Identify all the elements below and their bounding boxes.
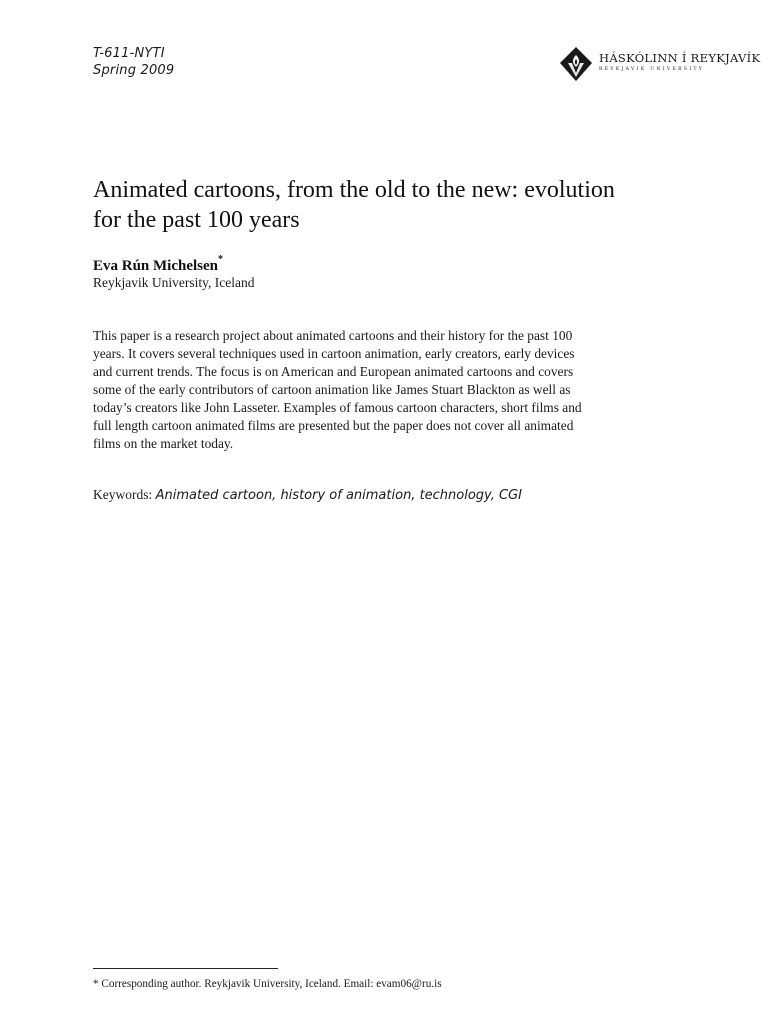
abstract-line: and current trends. The focus is on American and European animated cartoons and covers [93, 364, 574, 379]
logo-name: HÁSKÓLINN Í REYKJAVÍK [599, 51, 761, 65]
title-line-1: Animated cartoons, from the old to the new: evolution [93, 177, 615, 203]
author-name [93, 252, 223, 276]
logo-subtitle: REYKJAVIK UNIVERSITY [599, 67, 705, 72]
course-code: T-611-NYTI [93, 46, 165, 61]
author-text: Eva Rún Michelsen [93, 258, 219, 274]
footnote: * Corresponding author. Reykjavik University, Iceland. Email: evam06@ru.is [93, 978, 442, 990]
abstract-line: films on the market today. [93, 436, 234, 451]
semester: Spring 2009 [93, 63, 175, 78]
title-line-2: for the past 100 years [93, 207, 300, 233]
abstract [93, 327, 673, 453]
author-footnote-mark: * [218, 254, 224, 265]
keywords-label: Keywords: [93, 487, 153, 502]
university-logo [559, 46, 759, 86]
keywords-values: Animated cartoon, history of animation, technology, CGI [155, 488, 522, 503]
author-affiliation: Reykjavik University, Iceland [93, 275, 255, 290]
diamond-flame-icon [559, 46, 593, 82]
abstract-line: today’s creators like John Lasseter. Examples of famous cartoon characters, short films and [93, 400, 582, 415]
abstract-line: This paper is a research project about animated cartoons and their history for the past 100 [93, 328, 573, 343]
course-header [93, 45, 174, 79]
keywords [93, 486, 522, 505]
paper-title [93, 175, 693, 235]
footnote-divider [93, 968, 278, 969]
abstract-line: years. It covers several techniques used in cartoon animation, early creators, early devices [93, 346, 575, 361]
abstract-line: some of the early contributors of cartoon animation like James Stuart Blackton as well as [93, 382, 571, 397]
abstract-line: full length cartoon animated films are presented but the paper does not cover all animated [93, 418, 574, 433]
